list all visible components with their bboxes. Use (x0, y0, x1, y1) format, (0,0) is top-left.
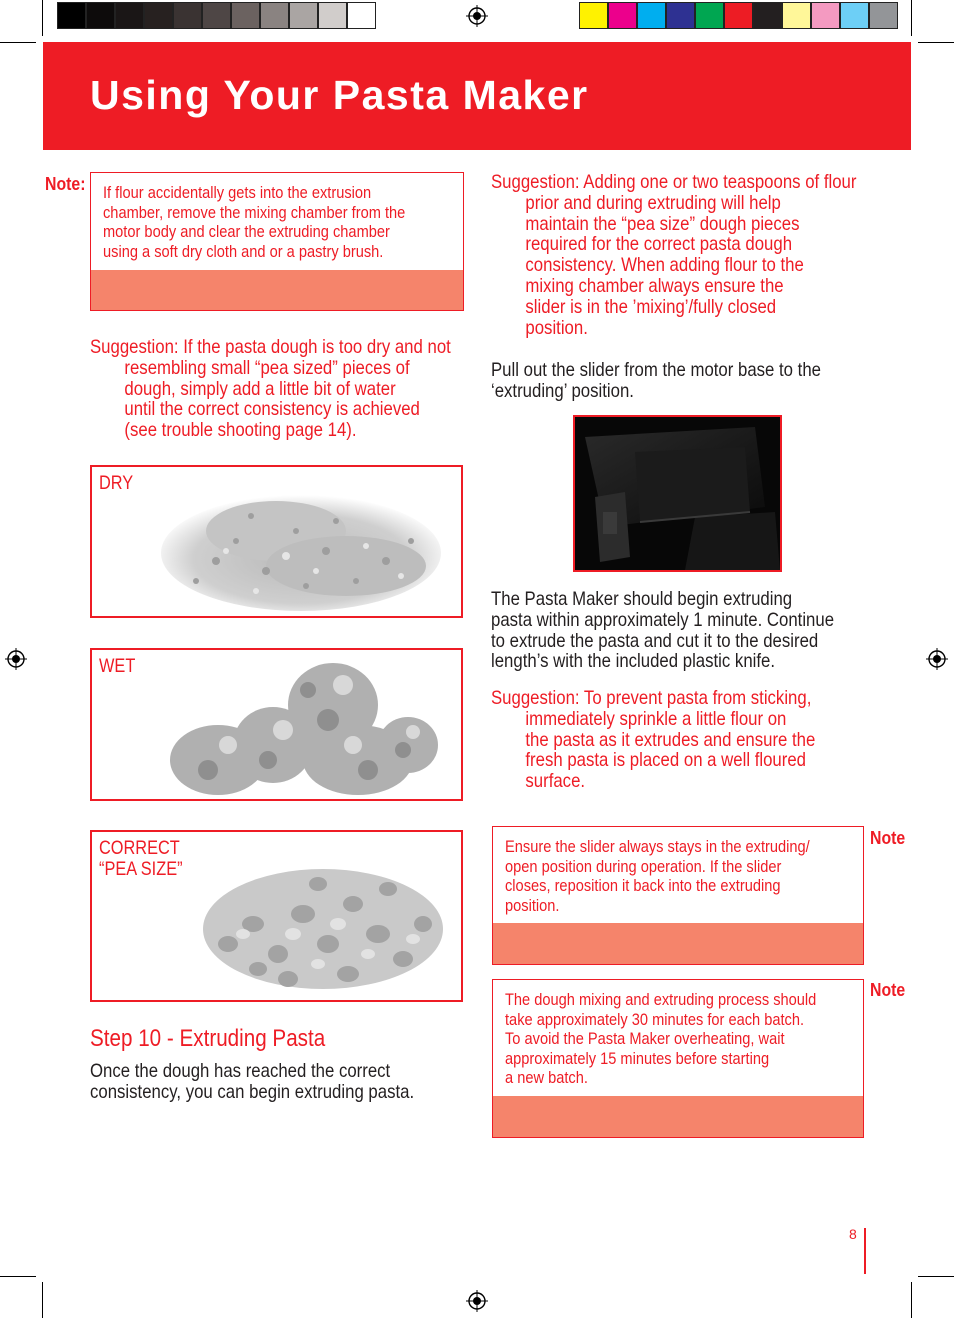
photo-correct-dough (90, 830, 463, 1002)
crop-mark-bottom-left-h (0, 1276, 36, 1277)
registration-mark-top-icon (466, 5, 488, 27)
suggestion-line: required for the correct pasta dough (525, 233, 793, 256)
dry-dough-crumbs-image (156, 471, 442, 615)
crop-mark-bottom-left-v (42, 1282, 43, 1318)
note-box-accent-bar (493, 1096, 863, 1137)
pull-out-line: Pull out the slider from the motor base to the (491, 359, 821, 381)
color-swatch (811, 2, 840, 29)
color-swatch (869, 2, 898, 29)
step-10-line: consistency, you can begin extruding pasta. (90, 1080, 415, 1103)
note-box-batch-time (492, 979, 864, 1138)
suggestion-line: mixing chamber always ensure the (525, 274, 784, 297)
suggestion-line: resembling small “pea sized” pieces of (124, 356, 410, 379)
gray-swatch (202, 2, 231, 29)
note-line: using a soft dry cloth and or a pastry brush. (103, 241, 384, 261)
note-line: The dough mixing and extruding process should (505, 990, 817, 1009)
note-line: To avoid the Pasta Maker overheating, wait (505, 1029, 785, 1049)
suggestion-line: surface. (525, 770, 586, 793)
registration-mark-bottom-icon (466, 1290, 488, 1312)
color-swatch (695, 2, 724, 29)
photo-dry-dough (90, 465, 463, 618)
note-box-flour (90, 172, 464, 311)
page-number-rule (864, 1228, 866, 1274)
suggestion-line: until the correct consistency is achieved (124, 398, 420, 421)
suggestion-line: prior and during extruding will help (525, 191, 781, 214)
machine-slider-image (575, 417, 780, 570)
note-text (505, 990, 816, 1088)
wet-dough-clumps-image (158, 650, 442, 800)
color-swatch (637, 2, 666, 29)
extruding-line: pasta within approximately 1 minute. Continue (491, 608, 835, 631)
photo-label-dry: DRY (99, 473, 134, 494)
note-box-accent-bar (91, 270, 463, 310)
crop-mark-top-right-h (918, 42, 954, 43)
note-line: If flour accidentally gets into the extrusion (103, 183, 372, 202)
photo-label-correct (99, 838, 183, 880)
pull-out-slider-text (491, 360, 821, 402)
gray-swatch (347, 2, 376, 29)
suggestion-line: consistency. When adding flour to the (525, 254, 804, 277)
suggestion-line: Suggestion: To prevent pasta from sticking, (491, 687, 812, 709)
crop-mark-top-left-v (42, 0, 43, 36)
gray-swatch (86, 2, 115, 29)
note-text (103, 183, 405, 261)
color-swatch (666, 2, 695, 29)
note-line: chamber, remove the mixing chamber from the (103, 202, 406, 222)
suggestion-line: Suggestion: Adding one or two teaspoons of flour (491, 171, 857, 193)
gray-swatch (115, 2, 144, 29)
registration-mark-left-icon (5, 648, 27, 670)
note-line: Ensure the slider always stays in the extruding/ (505, 837, 810, 856)
suggestion-prevent-sticking (491, 688, 815, 792)
gray-swatch (318, 2, 347, 29)
step-10-line: Once the dough has reached the correct (90, 1060, 391, 1082)
suggestion-line: immediately sprinkle a little flour on (525, 707, 787, 730)
gray-swatch (260, 2, 289, 29)
color-swatch (753, 2, 782, 29)
gray-swatch (173, 2, 202, 29)
photo-label-correct-line: “PEA SIZE” (99, 859, 183, 880)
note-line: motor body and clear the extruding chamber (103, 222, 390, 242)
crop-mark-top-left-h (0, 42, 36, 43)
photo-wet-dough (90, 648, 463, 801)
extruding-instructions (491, 589, 834, 672)
suggestion-line: dough, simply add a little bit of water (124, 377, 396, 400)
color-swatch (608, 2, 637, 29)
color-swatch (579, 2, 608, 29)
note-box-accent-bar (493, 923, 863, 964)
gray-swatch (57, 2, 86, 29)
gray-swatch (144, 2, 173, 29)
pull-out-line: ‘extruding’ position. (491, 379, 634, 402)
extruding-line: The Pasta Maker should begin extruding (491, 588, 793, 610)
suggestion-line: Suggestion: If the pasta dough is too dry and not (90, 336, 451, 358)
suggestion-add-flour (491, 172, 856, 338)
photo-label-wet: WET (99, 656, 136, 677)
step-10-heading: Step 10 - Extruding Pasta (90, 1025, 326, 1052)
note-line: open position during operation. If the slider (505, 856, 782, 876)
note-label: Note: (45, 174, 86, 194)
note-label: Note (870, 980, 906, 1000)
note-label: Note (870, 828, 906, 848)
photo-label-correct-line: CORRECT (99, 838, 180, 859)
suggestion-line: the pasta as it extrudes and ensure the (525, 728, 816, 751)
note-line: position. (505, 895, 560, 915)
suggestion-line: fresh pasta is placed on a well floured (525, 749, 807, 772)
gray-swatch (231, 2, 260, 29)
note-line: a new batch. (505, 1068, 588, 1088)
crop-mark-bottom-right-v (911, 1282, 912, 1318)
extruding-line: to extrude the pasta and cut it to the desired (491, 629, 819, 652)
gray-swatch (289, 2, 318, 29)
note-box-slider (492, 826, 864, 965)
page-title: Using Your Pasta Maker (90, 72, 589, 118)
crop-mark-top-right-v (911, 0, 912, 36)
note-line: approximately 15 minutes before starting (505, 1048, 770, 1068)
crop-mark-bottom-right-h (918, 1276, 954, 1277)
slider-extruding-photo (573, 415, 782, 572)
note-text (505, 837, 810, 915)
page-number: 8 (849, 1226, 857, 1242)
suggestion-line: (see trouble shooting page 14). (124, 419, 357, 442)
color-swatch (840, 2, 869, 29)
registration-mark-right-icon (926, 648, 948, 670)
suggestion-line: slider is in the ’mixing’/fully closed (525, 295, 777, 318)
suggestion-line: position. (525, 316, 588, 339)
color-swatch (782, 2, 811, 29)
note-line: closes, reposition it back into the extruding (505, 876, 781, 896)
color-swatch (724, 2, 753, 29)
pea-size-dough-image (188, 834, 450, 1000)
extruding-line: length’s with the included plastic knife. (491, 650, 776, 673)
step-10-text (90, 1061, 414, 1103)
suggestion-line: maintain the “pea size” dough pieces (525, 212, 800, 235)
note-line: take approximately 30 minutes for each batch. (505, 1009, 805, 1029)
suggestion-dry-dough (90, 337, 451, 441)
